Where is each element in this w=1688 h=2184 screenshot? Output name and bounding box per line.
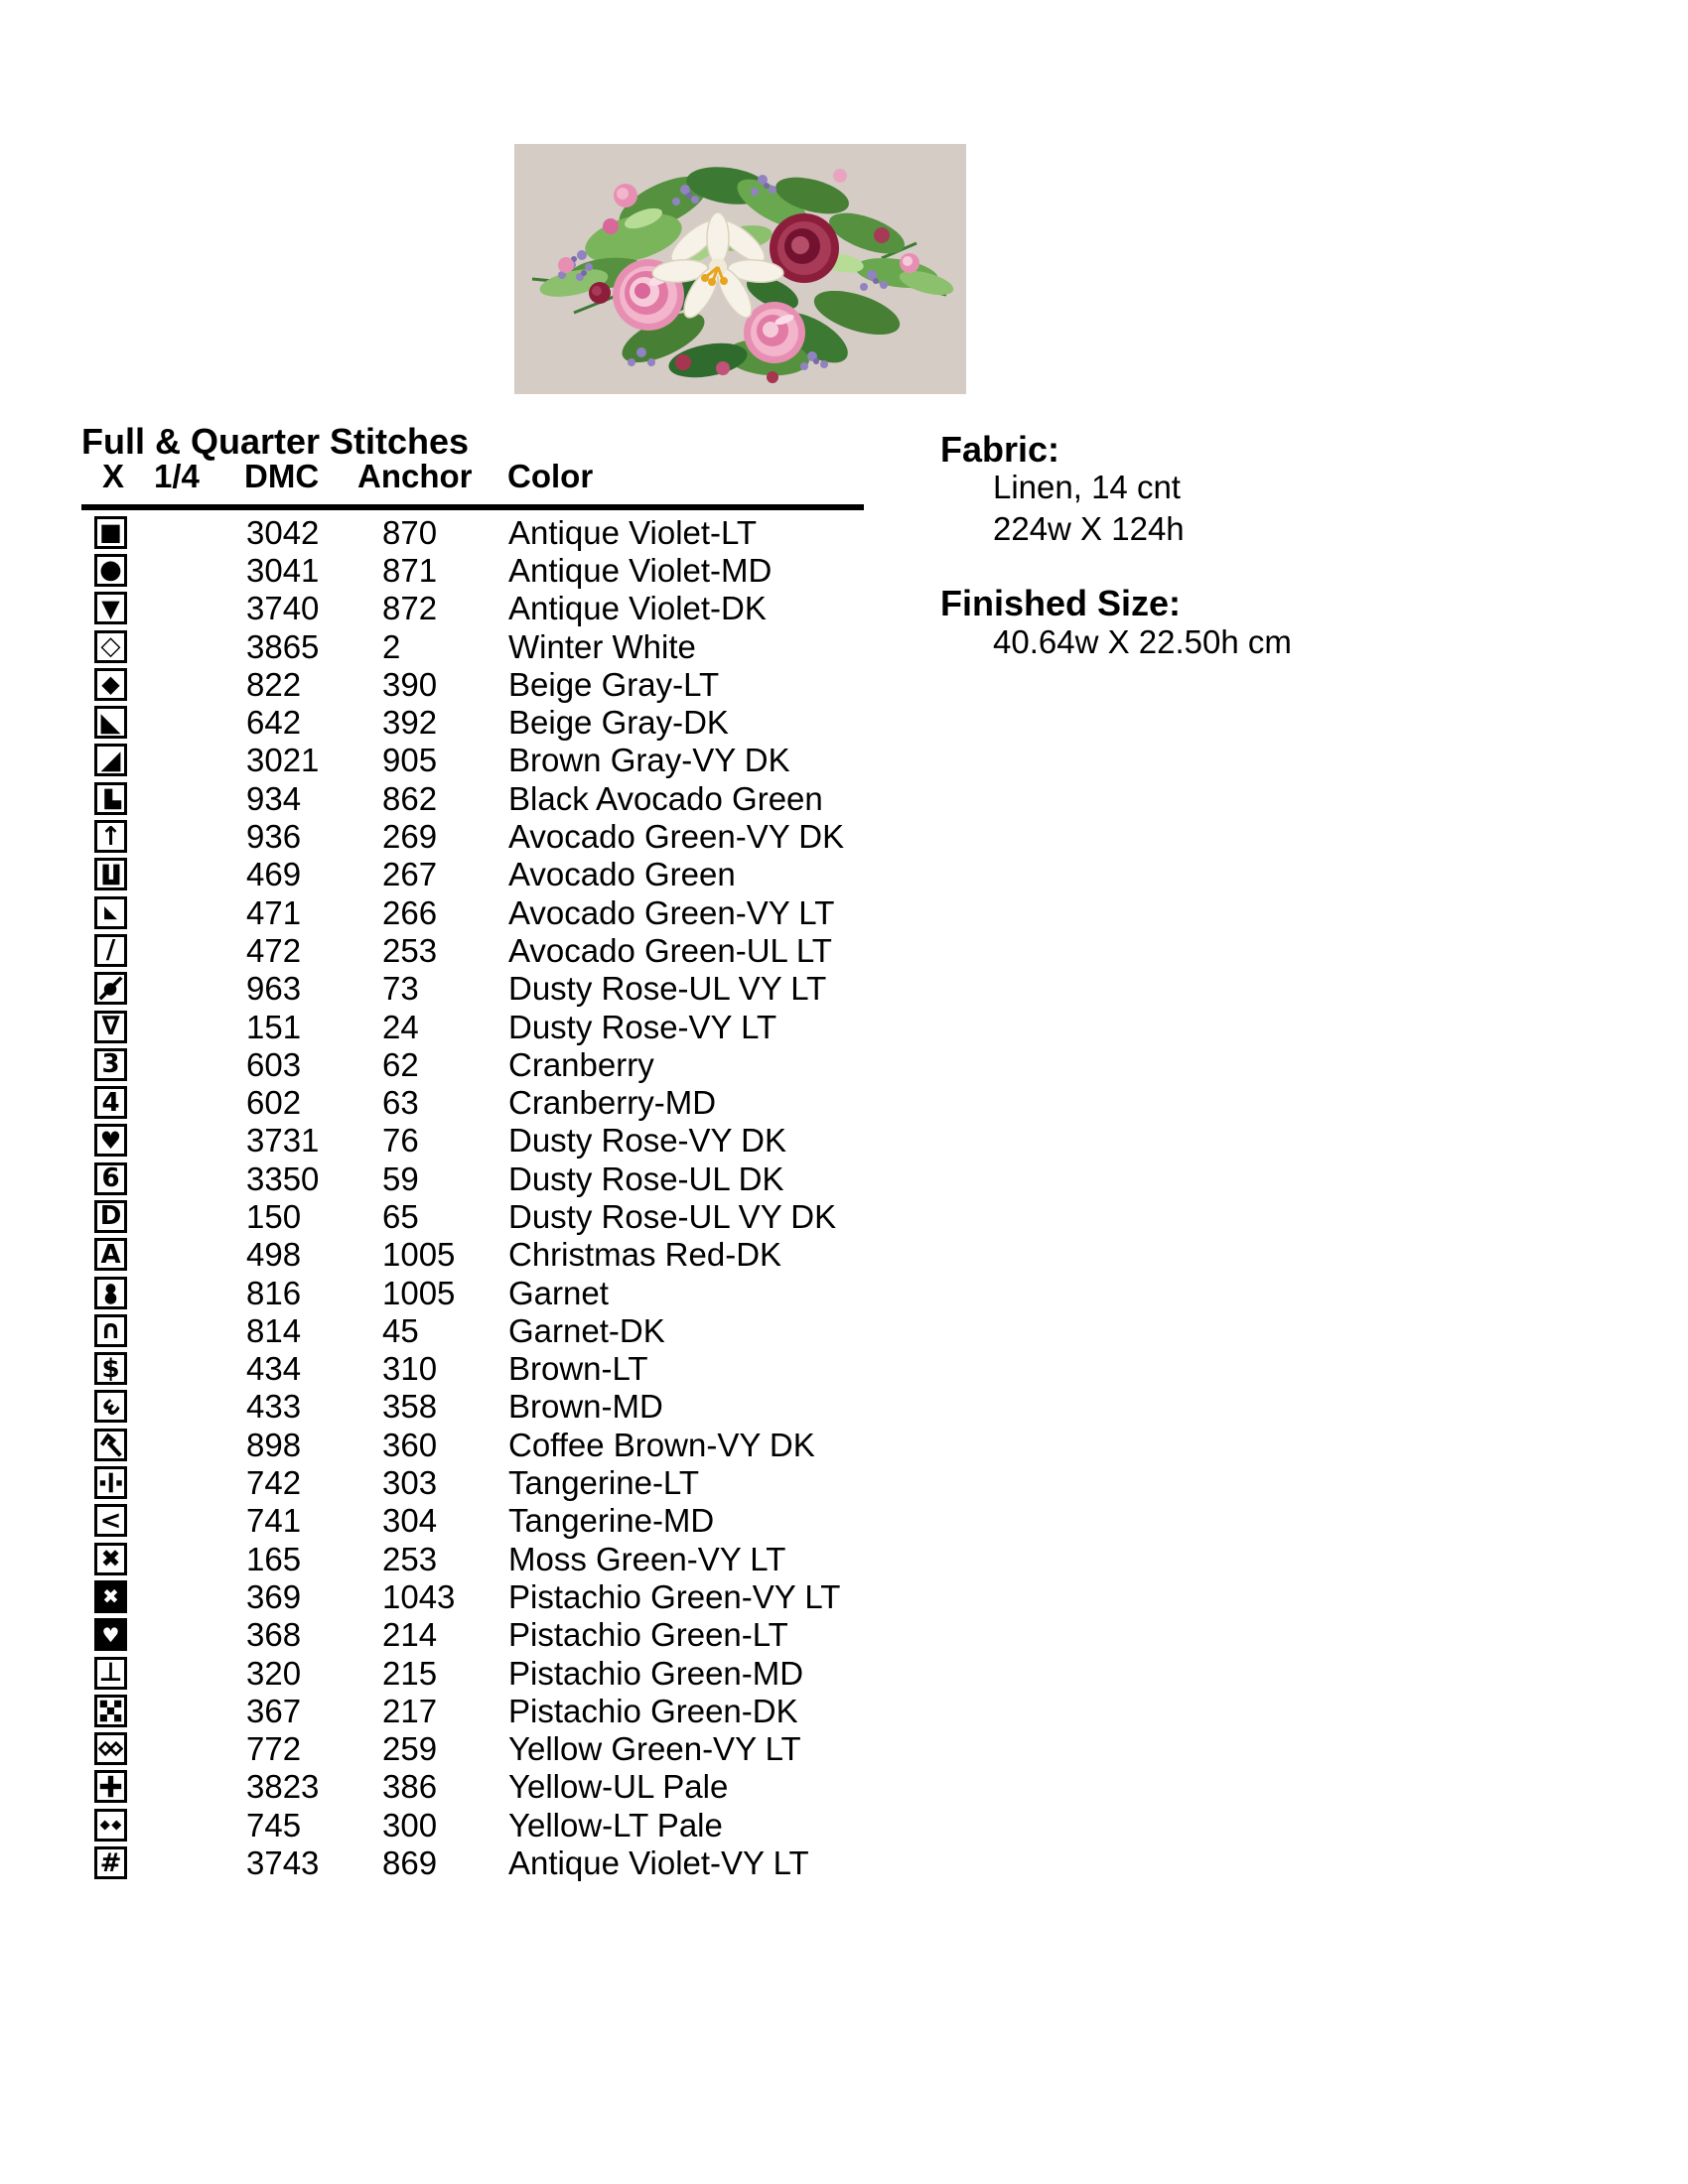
bouquet-preview-image <box>514 144 966 394</box>
stacked-dots-symbol <box>98 1281 123 1305</box>
open-diamond-symbol <box>94 630 127 663</box>
dmc-number: 963 <box>246 970 302 1008</box>
color-name: Antique Violet-LT <box>508 513 758 551</box>
color-name: Beige Gray-LT <box>508 665 720 703</box>
letter-a-symbol <box>94 1238 127 1271</box>
anchor-number: 303 <box>382 1464 438 1502</box>
color-name: Brown-MD <box>508 1388 663 1426</box>
stitch-row <box>84 1577 879 1615</box>
anchor-number: 215 <box>382 1654 438 1692</box>
filled-square-symbol-glyph: ■ <box>99 518 122 547</box>
anchor-number: 62 <box>382 1045 419 1083</box>
open-down-triangle-symbol-glyph: ∇ <box>101 1012 120 1041</box>
symbol-cell <box>84 1277 162 1309</box>
anchor-number: 2 <box>382 627 401 665</box>
finished-size-value: 40.64w X 22.50h cm <box>993 623 1292 660</box>
symbol-cell <box>84 1314 162 1347</box>
l-block-symbol <box>94 782 127 815</box>
anchor-number: 870 <box>382 513 438 551</box>
up-tack-symbol-glyph: ⊥ <box>98 1658 123 1689</box>
dmc-number: 433 <box>246 1388 302 1426</box>
anchor-number: 259 <box>382 1730 438 1768</box>
dmc-number: 3731 <box>246 1122 320 1160</box>
color-name: Dusty Rose-VY DK <box>508 1122 786 1160</box>
anchor-number: 862 <box>382 779 438 817</box>
stitch-row <box>84 931 879 969</box>
dmc-number: 816 <box>246 1274 302 1311</box>
stacked-dots-symbol <box>94 1277 127 1309</box>
filled-heart-symbol <box>94 1124 127 1157</box>
anchor-number: 872 <box>382 590 438 627</box>
stitch-row <box>84 513 879 551</box>
anchor-number: 869 <box>382 1844 438 1882</box>
color-name: Yellow-UL Pale <box>508 1768 729 1806</box>
dmc-number: 150 <box>246 1197 302 1235</box>
symbol-cell <box>84 972 162 1005</box>
anchor-number: 45 <box>382 1311 419 1349</box>
anchor-number: 63 <box>382 1084 419 1122</box>
quincunx-symbol <box>98 1699 123 1723</box>
stitch-row <box>84 1768 879 1806</box>
dmc-number: 472 <box>246 931 302 969</box>
stitch-row <box>84 1122 879 1160</box>
dmc-number: 3041 <box>246 551 320 589</box>
color-name: Cranberry-MD <box>508 1084 717 1122</box>
color-name: Pistachio Green-VY LT <box>508 1577 841 1615</box>
fabric-label: Fabric: <box>940 429 1060 470</box>
stitch-row <box>84 1540 879 1577</box>
anchor-number: 1005 <box>382 1274 456 1311</box>
digit-6-symbol-glyph: 6 <box>101 1163 120 1194</box>
symbol-cell <box>84 1048 162 1081</box>
color-name: Antique Violet-VY LT <box>508 1844 809 1882</box>
lower-right-triangle-symbol <box>94 744 127 776</box>
stitch-row <box>84 551 879 589</box>
anchor-number: 386 <box>382 1768 438 1806</box>
symbol-cell <box>84 1352 162 1385</box>
dmc-number: 165 <box>246 1540 302 1577</box>
color-name: Dusty Rose-UL DK <box>508 1160 784 1197</box>
digit-3-symbol <box>94 1048 127 1081</box>
symbol-cell <box>84 1124 162 1157</box>
stitch-row <box>84 1426 879 1463</box>
slash-symbol <box>94 934 127 967</box>
color-name: Avocado Green-VY DK <box>508 818 845 856</box>
color-name: Antique Violet-MD <box>508 551 773 589</box>
dollar-symbol-glyph: $ <box>101 1353 120 1384</box>
hash-symbol <box>94 1846 127 1879</box>
symbol-cell <box>84 744 162 776</box>
dmc-number: 934 <box>246 779 302 817</box>
anchor-number: 304 <box>382 1502 438 1540</box>
filled-diamond-symbol-glyph: ◆ <box>101 670 120 699</box>
up-arrow-symbol <box>94 820 127 853</box>
dmc-number: 3865 <box>246 627 320 665</box>
stitch-row <box>84 1160 879 1197</box>
dmc-number: 742 <box>246 1464 302 1502</box>
dmc-number: 642 <box>246 704 302 742</box>
quincunx-symbol <box>94 1695 127 1727</box>
column-header-anchor: Anchor <box>357 458 473 494</box>
inverse-heart-symbol-glyph: ♥ <box>101 1622 120 1647</box>
l-block-symbol <box>98 786 123 811</box>
anchor-number: 390 <box>382 665 438 703</box>
dmc-number: 469 <box>246 856 302 893</box>
filled-circle-symbol-glyph: ● <box>99 555 122 586</box>
anchor-number: 76 <box>382 1122 419 1160</box>
symbol-cell <box>84 1011 162 1043</box>
dmc-number: 898 <box>246 1426 302 1463</box>
color-name: Moss Green-VY LT <box>508 1540 786 1577</box>
symbol-cell <box>84 630 162 663</box>
anchor-number: 905 <box>382 742 438 779</box>
up-tack-symbol <box>94 1657 127 1690</box>
dmc-number: 3042 <box>246 513 320 551</box>
small-lower-left-triangle-symbol <box>94 896 127 929</box>
stitch-row <box>84 1311 879 1349</box>
color-name: Dusty Rose-UL VY LT <box>508 970 827 1008</box>
stitch-row <box>84 1730 879 1768</box>
dmc-number: 602 <box>246 1084 302 1122</box>
bent-stroke-symbol <box>94 1429 127 1461</box>
dmc-number: 3021 <box>246 742 320 779</box>
symbol-cell <box>84 1770 162 1803</box>
arch-symbol-glyph: ∩ <box>99 1315 122 1346</box>
column-header-dmc: DMC <box>244 458 320 494</box>
dmc-number: 369 <box>246 1577 302 1615</box>
dot-slash-symbol <box>98 976 123 1001</box>
twin-filled-diamonds-symbol <box>98 1813 123 1838</box>
down-triangle-symbol <box>94 592 127 624</box>
symbol-cell <box>84 1162 162 1195</box>
color-name: Brown Gray-VY DK <box>508 742 790 779</box>
color-name: Avocado Green-VY LT <box>508 893 835 931</box>
header-rule <box>81 504 864 510</box>
stitch-row <box>84 1197 879 1235</box>
symbol-cell <box>84 1238 162 1271</box>
stitch-row <box>84 590 879 627</box>
dollar-symbol <box>94 1352 127 1385</box>
anchor-number: 266 <box>382 893 438 931</box>
stitch-row <box>84 1350 879 1388</box>
dmc-number: 471 <box>246 893 302 931</box>
symbol-cell <box>84 1846 162 1879</box>
symbol-cell <box>84 1466 162 1499</box>
stitch-row <box>84 1274 879 1311</box>
anchor-number: 24 <box>382 1008 419 1045</box>
filled-circle-symbol <box>94 554 127 587</box>
digit-3-symbol-glyph: 3 <box>101 1049 120 1080</box>
symbol-cell <box>84 1200 162 1233</box>
dmc-number: 3743 <box>246 1844 320 1882</box>
slash-symbol-glyph: / <box>105 935 116 966</box>
less-than-symbol <box>94 1504 127 1537</box>
inverse-x-symbol <box>94 1580 127 1613</box>
stitch-row <box>84 1616 879 1654</box>
twin-filled-diamonds-symbol <box>94 1809 127 1842</box>
inverse-heart-symbol <box>94 1618 127 1651</box>
stitch-row <box>84 1654 879 1692</box>
digit-6-symbol <box>94 1162 127 1195</box>
dmc-number: 498 <box>246 1236 302 1274</box>
dmc-number: 741 <box>246 1502 302 1540</box>
anchor-number: 217 <box>382 1692 438 1729</box>
digit-4-symbol-glyph: 4 <box>101 1087 120 1118</box>
bar-dots-symbol <box>98 1470 123 1495</box>
inverse-x-symbol-glyph: ✖ <box>102 1584 119 1609</box>
stitch-row <box>84 1692 879 1729</box>
symbol-cell <box>84 1657 162 1690</box>
symbol-cell <box>84 820 162 853</box>
anchor-number: 267 <box>382 856 438 893</box>
anchor-number: 360 <box>382 1426 438 1463</box>
anchor-number: 1043 <box>382 1577 456 1615</box>
bent-stroke-symbol <box>98 1433 123 1457</box>
dmc-number: 3740 <box>246 590 320 627</box>
color-name: Antique Violet-DK <box>508 590 767 627</box>
stitch-row <box>84 1502 879 1540</box>
less-than-symbol-glyph: < <box>99 1505 122 1536</box>
symbol-cell <box>84 1390 162 1423</box>
symbol-cell <box>84 896 162 929</box>
color-name: Brown-LT <box>508 1350 648 1388</box>
symbol-cell <box>84 782 162 815</box>
dmc-number: 822 <box>246 665 302 703</box>
square-u-symbol <box>94 858 127 890</box>
symbol-cell <box>84 1580 162 1613</box>
square-u-symbol <box>98 862 123 887</box>
stitch-row <box>84 1008 879 1045</box>
stitch-row <box>84 1236 879 1274</box>
finished-size-label: Finished Size: <box>940 583 1182 623</box>
symbol-cell <box>84 1695 162 1727</box>
thick-plus-symbol <box>94 1770 127 1803</box>
color-name: Tangerine-MD <box>508 1502 715 1540</box>
dmc-number: 745 <box>246 1806 302 1843</box>
thick-plus-symbol <box>98 1774 123 1799</box>
stitch-row <box>84 893 879 931</box>
fabric-type: Linen, 14 cnt <box>993 469 1181 505</box>
anchor-number: 310 <box>382 1350 438 1388</box>
anchor-number: 269 <box>382 818 438 856</box>
color-name: Dusty Rose-VY LT <box>508 1008 777 1045</box>
symbol-cell <box>84 1543 162 1575</box>
open-diamond-symbol-glyph: ◇ <box>100 631 121 662</box>
rotated-epsilon-symbol-glyph: ε <box>94 1391 127 1423</box>
section-title: Full & Quarter Stitches <box>81 421 470 462</box>
color-name: Beige Gray-DK <box>508 704 729 742</box>
anchor-number: 73 <box>382 970 419 1008</box>
dmc-number: 367 <box>246 1692 302 1729</box>
dmc-number: 603 <box>246 1045 302 1083</box>
heavy-x-symbol-glyph: ✖ <box>100 1545 121 1573</box>
dmc-number: 151 <box>246 1008 302 1045</box>
symbol-cell <box>84 1086 162 1119</box>
color-name: Garnet-DK <box>508 1311 665 1349</box>
column-header-color: Color <box>507 458 594 494</box>
color-name: Garnet <box>508 1274 609 1311</box>
stitch-row <box>84 856 879 893</box>
stitch-row <box>84 817 879 855</box>
dmc-number: 3350 <box>246 1160 320 1197</box>
color-name: Coffee Brown-VY DK <box>508 1426 815 1463</box>
lower-left-triangle-symbol <box>94 706 127 739</box>
anchor-number: 1005 <box>382 1236 456 1274</box>
symbol-cell <box>84 1429 162 1461</box>
color-name: Pistachio Green-MD <box>508 1654 804 1692</box>
stitch-row <box>84 1045 879 1083</box>
anchor-number: 59 <box>382 1160 419 1197</box>
color-name: Dusty Rose-UL VY DK <box>508 1197 837 1235</box>
color-name: Avocado Green <box>508 856 736 893</box>
filled-diamond-symbol <box>94 668 127 701</box>
dmc-number: 320 <box>246 1654 302 1692</box>
color-name: Tangerine-LT <box>508 1464 699 1502</box>
anchor-number: 871 <box>382 551 438 589</box>
dmc-number: 368 <box>246 1616 302 1654</box>
color-name: Avocado Green-UL LT <box>508 931 832 969</box>
anchor-number: 253 <box>382 931 438 969</box>
dot-slash-symbol <box>94 972 127 1005</box>
symbol-cell <box>84 516 162 549</box>
anchor-number: 358 <box>382 1388 438 1426</box>
bouquet-preview <box>514 144 966 394</box>
twin-open-diamonds-symbol <box>98 1736 123 1761</box>
color-name: Pistachio Green-DK <box>508 1692 798 1729</box>
anchor-number: 65 <box>382 1197 419 1235</box>
color-name: Yellow-LT Pale <box>508 1806 723 1843</box>
anchor-number: 392 <box>382 704 438 742</box>
small-lower-left-triangle-symbol-glyph: ◣ <box>103 901 118 922</box>
dmc-number: 936 <box>246 818 302 856</box>
stitch-row <box>84 1843 879 1881</box>
hash-symbol-glyph: # <box>99 1847 122 1878</box>
stitch-row <box>84 970 879 1008</box>
dmc-number: 772 <box>246 1730 302 1768</box>
arch-symbol <box>94 1314 127 1347</box>
fabric-stitch-count: 224w X 124h <box>993 510 1185 547</box>
lower-left-triangle-symbol-glyph: ◣ <box>100 707 121 738</box>
filled-square-symbol <box>94 516 127 549</box>
anchor-number: 253 <box>382 1540 438 1577</box>
symbol-cell <box>84 592 162 624</box>
dmc-number: 434 <box>246 1350 302 1388</box>
stitch-row <box>84 703 879 741</box>
symbol-cell <box>84 858 162 890</box>
color-name: Yellow Green-VY LT <box>508 1730 801 1768</box>
stitch-row <box>84 665 879 703</box>
color-name: Black Avocado Green <box>508 779 823 817</box>
letter-d-symbol-glyph: D <box>99 1201 122 1232</box>
column-header-x: X <box>102 458 125 494</box>
dmc-number: 3823 <box>246 1768 320 1806</box>
color-name: Pistachio Green-LT <box>508 1616 788 1654</box>
stitch-row <box>84 1806 879 1843</box>
open-down-triangle-symbol <box>94 1011 127 1043</box>
letter-d-symbol <box>94 1200 127 1233</box>
stitch-row <box>84 1463 879 1501</box>
lower-right-triangle-symbol-glyph: ◢ <box>100 745 121 775</box>
symbol-cell <box>84 1504 162 1537</box>
symbol-cell <box>84 1809 162 1842</box>
twin-open-diamonds-symbol <box>94 1732 127 1765</box>
stitch-row <box>84 627 879 665</box>
symbol-cell <box>84 934 162 967</box>
heavy-x-symbol <box>94 1543 127 1575</box>
anchor-number: 300 <box>382 1806 438 1843</box>
stitch-row <box>84 742 879 779</box>
symbol-cell <box>84 706 162 739</box>
dmc-number: 814 <box>246 1311 302 1349</box>
digit-4-symbol <box>94 1086 127 1119</box>
down-triangle-symbol-glyph: ▼ <box>101 594 120 622</box>
stitch-row <box>84 779 879 817</box>
letter-a-symbol-glyph: A <box>100 1239 121 1270</box>
stitch-row <box>84 1388 879 1426</box>
anchor-number: 214 <box>382 1616 438 1654</box>
symbol-cell <box>84 1732 162 1765</box>
bar-dots-symbol <box>94 1466 127 1499</box>
stitch-key-table <box>84 513 879 1882</box>
color-name: Cranberry <box>508 1045 654 1083</box>
up-arrow-symbol-glyph: ↑ <box>99 821 122 852</box>
color-name: Christmas Red-DK <box>508 1236 782 1274</box>
symbol-cell <box>84 1618 162 1651</box>
rotated-epsilon-symbol <box>94 1390 127 1423</box>
symbol-cell <box>84 554 162 587</box>
filled-heart-symbol-glyph: ♥ <box>99 1126 122 1155</box>
column-header-quarter: 1/4 <box>154 458 200 494</box>
symbol-cell <box>84 668 162 701</box>
stitch-row <box>84 1083 879 1121</box>
color-name: Winter White <box>508 627 696 665</box>
